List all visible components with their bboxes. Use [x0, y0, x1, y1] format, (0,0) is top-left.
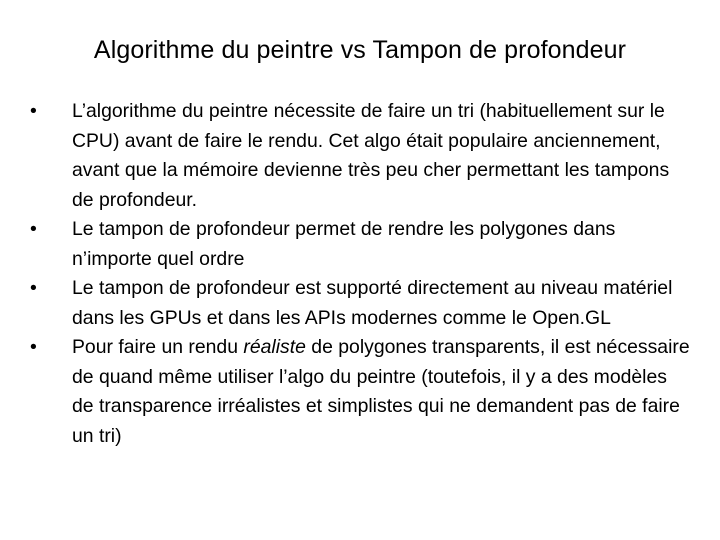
bullet-marker: •	[30, 277, 37, 299]
bullet-text	[72, 336, 690, 447]
bullet-item	[30, 333, 690, 451]
bullet-marker: •	[30, 336, 37, 358]
bullet-marker: •	[30, 100, 37, 122]
bullet-list	[30, 97, 690, 451]
bullet-marker: •	[30, 218, 37, 240]
slide-title: Algorithme du peintre vs Tampon de profondeur	[93, 36, 627, 64]
bullet-text-emphasis: réaliste	[243, 336, 306, 358]
bullet-item	[30, 274, 690, 333]
bullet-text: L’algorithme du peintre nécessite de faire un tri (habituellement sur le CPU) avant de faire le rendu. Cet algo était populaire anciennement, avant que la mémoire devienne très peu cher permettant les tampons de profondeur.	[72, 100, 670, 211]
bullet-text: Le tampon de profondeur est supporté directement au niveau matériel dans les GPUs et dans les APIs modernes comme le Open.GL	[72, 277, 673, 329]
bullet-text: Le tampon de profondeur permet de rendre les polygones dans n’importe quel ordre	[72, 218, 616, 270]
bullet-text-before: Pour faire un rendu	[72, 336, 244, 358]
bullet-item	[30, 215, 690, 274]
bullet-text-after: de polygones transparents, il est nécessaire de quand même utiliser l’algo du peintre (toutefois, il y a des modèles de transparence irréalistes et simplistes qui ne demandent pas de faire un tri)	[72, 336, 690, 447]
bullet-item	[30, 97, 690, 215]
